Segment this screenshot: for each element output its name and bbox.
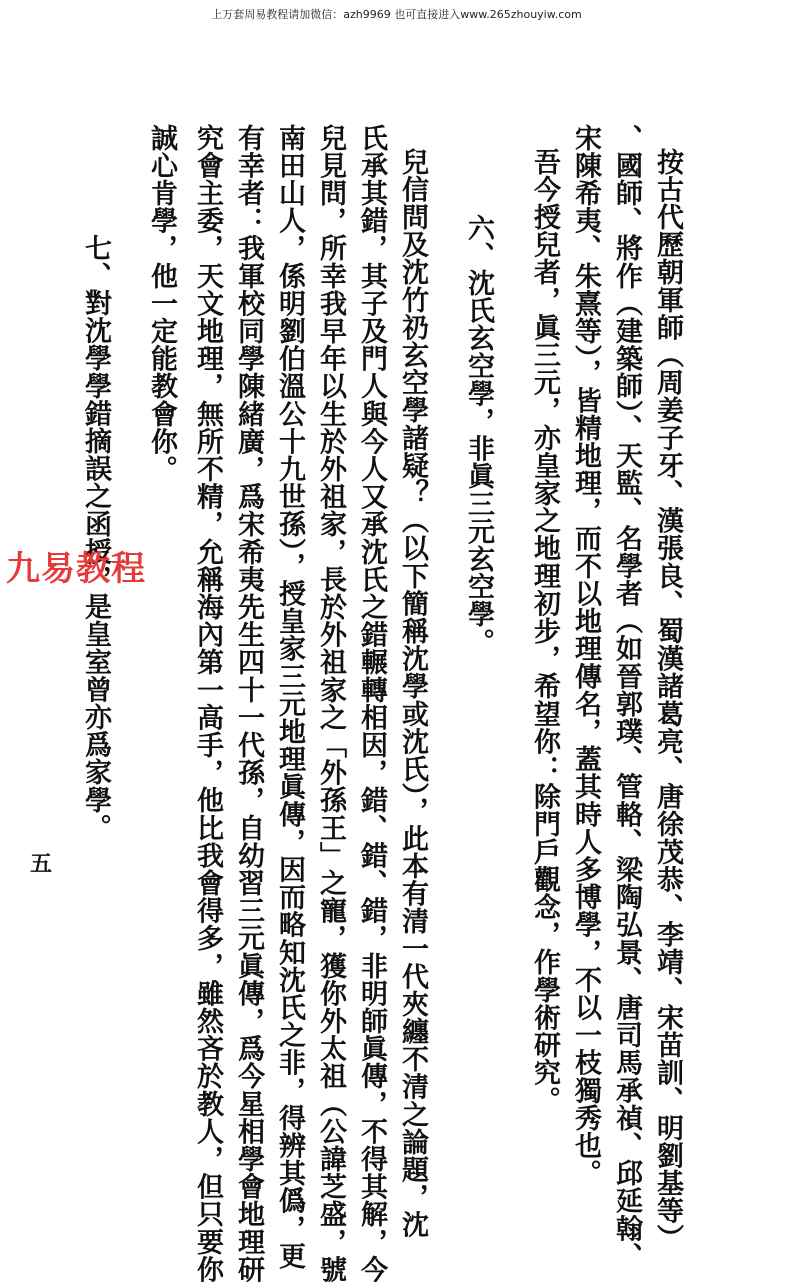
text-column-11: 究會主委，天文地理，無所不精，允稱海內第一高手，他比我會得多，雖然吝於教人，但只要你 <box>192 124 223 1283</box>
watermark-logo: 九易教程 <box>6 549 146 589</box>
text-column-4: 吾今授兒者，眞三元，亦皇家之地理初步，希望你：除門戶觀念，作學術研究。 <box>529 148 560 1114</box>
text-column-6: 兒信問及沈竹礽玄空學諸疑？（以下簡稱沈學或沈氏），此本有清一代夾纏不清之論題，沈 <box>397 148 428 1239</box>
header-banner: 上万套周易教程请加微信：azh9969 也可直接进入www.265zhouyiw.com <box>211 8 582 21</box>
text-column-7: 氏承其錯，其子及門人與今人又承沈氏之錯輾轉相因，錯、錯、錯，非明師眞傳，不得其解，今 <box>356 124 387 1283</box>
text-column-10: 有幸者：我軍校同學陳緒廣，爲宋希夷先生四十一代孫，自幼習三元眞傳，爲今星相學會地理研 <box>233 124 264 1283</box>
text-column-8: 兒見問，所幸我早年以生於外祖家，長於外祖家之「外孫王」之寵，獲你外太祖（公諱芝盛，號 <box>315 124 346 1283</box>
text-column-1: 按古代歷朝軍師（周姜子牙、漢張良、蜀漢諸葛亮、唐徐茂恭、李靖、宋苗訓、明劉基等） <box>652 148 683 1252</box>
text-column-9: 南田山人，係明劉伯溫公十九世孫），授皇家三元地理眞傳，因而略知沈氏之非，得辨其僞，更 <box>274 124 305 1270</box>
text-column-2: 、國師、將作（建築師）、天監、名學者（如晉郭璞、管輅、梁陶弘景、唐司馬承禎、邱延翰、 <box>611 124 642 1270</box>
text-column-12: 誠心肯學，他一定能教會你。 <box>146 124 177 483</box>
page-number: 五 <box>30 851 53 877</box>
section-heading-7: 七、對沈學學錯摘誤之函授，是皇室曾亦爲家學。 <box>80 234 111 842</box>
section-heading-6: 六、沈氏玄空學，非眞三元玄空學。 <box>463 214 494 656</box>
text-column-3: 宋陳希夷、朱熹等），皆精地理，而不以地理傳名，蓋其時人多博學，不以一枝獨秀也。 <box>570 124 601 1187</box>
